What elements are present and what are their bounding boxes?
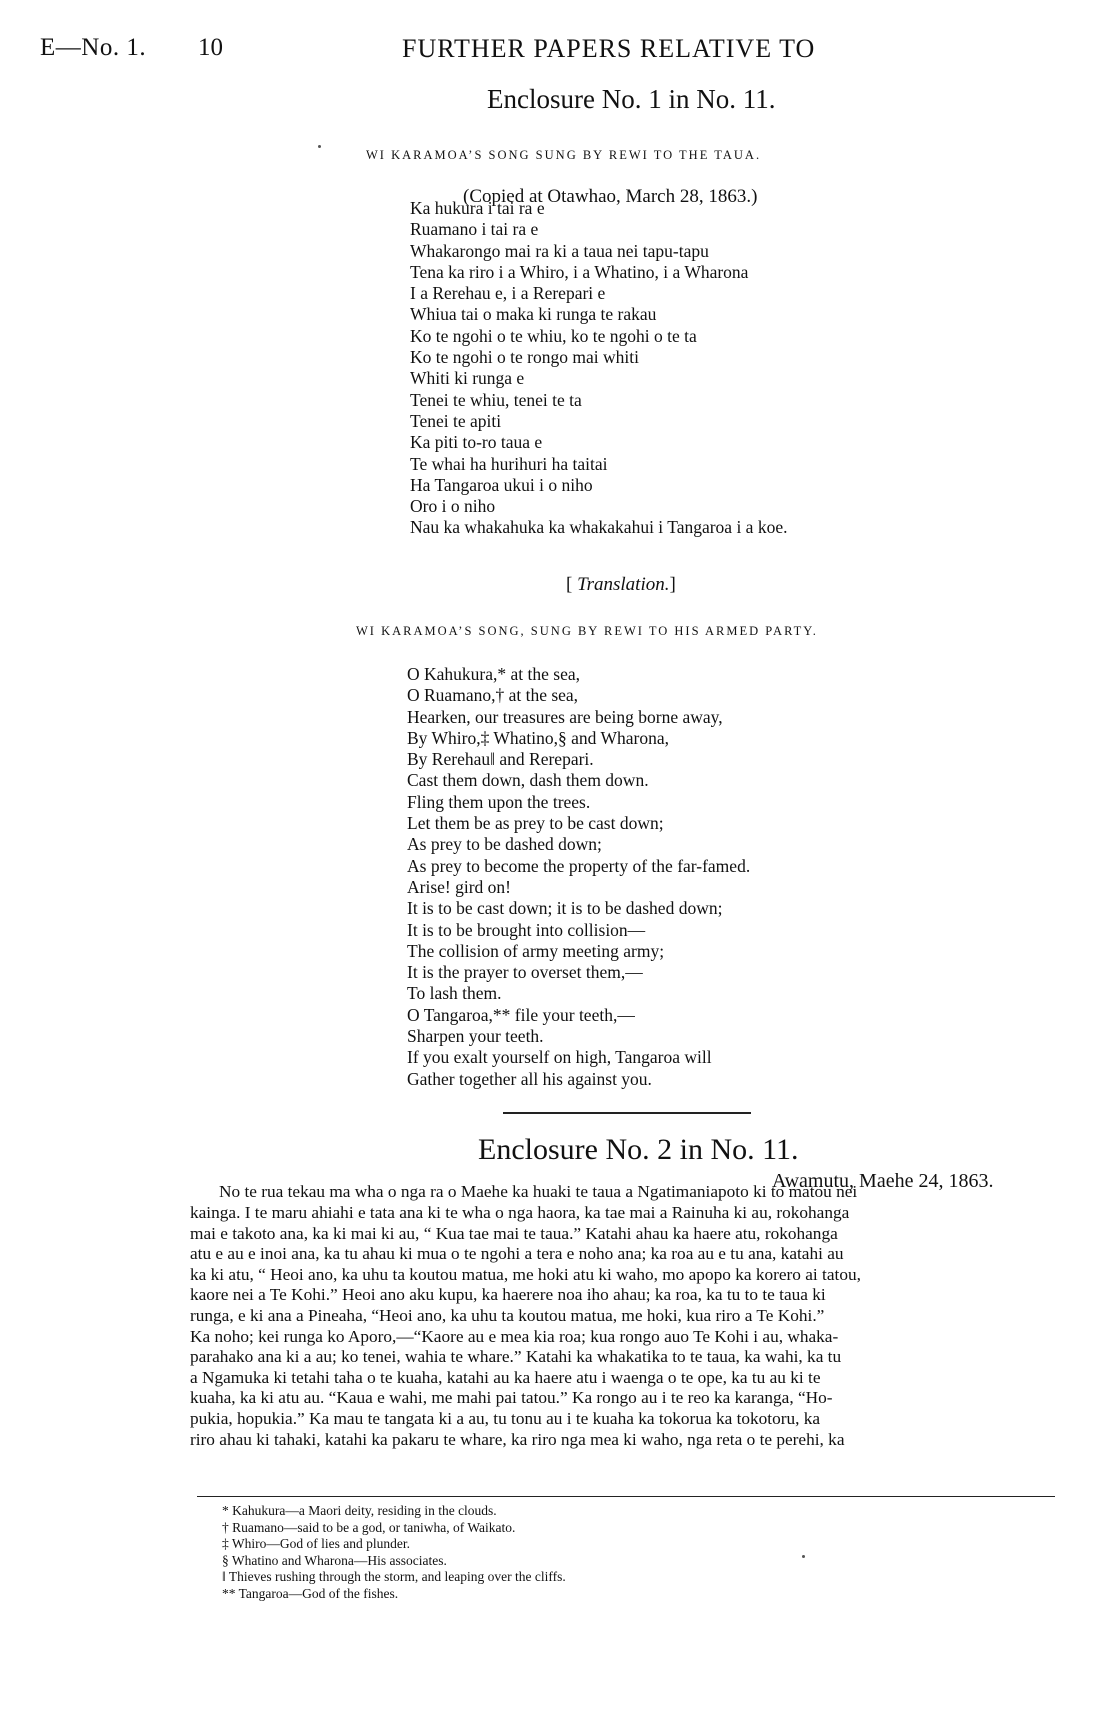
footnote: § Whatino and Wharona—His associates.	[222, 1552, 447, 1568]
verse-line: It is to be brought into collision—	[407, 919, 646, 940]
prose-line: mai e takoto ana, ka ki mai ki au, “ Kua tae mai te taua.” Katahi ahau ka haere atu, rokohanga	[190, 1223, 838, 1243]
prose-line: atu e au e inoi ana, ka tu ahau ki mua o te ngohi a tera e noho ana; ka roa au e tu ana, katahi au	[190, 1244, 844, 1264]
verse-line: O Tangaroa,** file your teeth,—	[407, 1004, 635, 1025]
english-song	[407, 664, 750, 1090]
footnote: ‡ Whiro—God of lies and plunder.	[222, 1536, 410, 1551]
verse-line: Whakarongo mai ra ki a taua nei tapu-tapu	[410, 240, 709, 261]
verse-line: O Ruamano,† at the sea,	[407, 685, 579, 706]
maori-song	[410, 198, 787, 539]
prose-line: kaore nei a Te Kohi.” Heoi ano aku kupu, ka haerere noa iho ahau; ka roa, ka tu to te taua ki	[190, 1285, 826, 1305]
verse-line: To lash them.	[407, 983, 502, 1004]
footnotes	[222, 1503, 566, 1602]
footnote: * Kahukura—a Maori deity, residing in the clouds.	[222, 1503, 497, 1518]
verse-line: By Rerehau‖ and Rerepari.	[407, 749, 594, 770]
prose-line: parahako ana ki a au; ko tenei, wahia te whare.” Katahi ka whakatika to te taua, ka wahi, ka tu	[190, 1347, 842, 1367]
running-title: FURTHER PAPERS RELATIVE TO	[402, 34, 816, 63]
verse-line: Tena ka riro i a Whiro, i a Whatino, i a Wharona	[410, 261, 749, 282]
prose-line: ka ki atu, “ Heoi ano, ka uhu ta koutou matua, me hoki atu ki waho, mo apopo ka korero ai tatou,	[190, 1264, 861, 1284]
letter-first-line	[219, 1182, 857, 1203]
verse-line: Whiua tai o maka ki runga te rakau	[410, 304, 657, 325]
verse-line: It is to be cast down; it is to be dashed down;	[407, 898, 723, 919]
prose-line: No te rua tekau ma wha o nga ra o Maehe ka huaki te taua a Ngatimaniapoto ki to matou nei	[219, 1182, 858, 1201]
letter-body	[190, 1203, 861, 1450]
verse-line: If you exalt yourself on high, Tangaroa will	[407, 1047, 712, 1068]
copied-note: (Copied at Otawhao, March 28, 1863.)	[463, 186, 758, 207]
footnote: ‖ Thieves rushing through the storm, and leaping over the cliffs.	[222, 1569, 566, 1584]
verse-line: It is the prayer to overset them,—	[407, 962, 643, 983]
verse-line: As prey to be dashed down;	[407, 834, 602, 855]
song-heading-maori: WI KARAMOA’S SONG SUNG BY REWI TO THE TAUA.	[366, 148, 762, 162]
verse-line: Tenei te whiu, tenei te ta	[410, 389, 582, 410]
verse-line: Tenei te apiti	[410, 410, 502, 431]
page-number: 10	[198, 34, 223, 61]
song-heading-english: WI KARAMOA’S SONG, SUNG BY REWI TO HIS ARMED PARTY.	[356, 624, 818, 638]
translation-label-text: Translation.	[577, 574, 670, 595]
prose-line: kuaha, ka ki atu au. “Kaua e wahi, me mahi pai tatou.” Ka rongo au i te reo ka karanga, “Ho-	[190, 1388, 833, 1408]
scan-speck	[318, 145, 321, 148]
verse-line: Ka hukura i tai ra e	[410, 198, 545, 218]
verse-line: Whiti ki runga e	[410, 368, 525, 389]
verse-line: Ka piti to-ro taua e	[410, 432, 543, 453]
prose-line: pukia, hopukia.” Ka mau te tangata ki a au, tu tonu au i te kuaha ka tokorua ka tokotoru, ka	[190, 1408, 821, 1428]
prose-line: kainga. I te maru ahiahi e tata ana ki te wha o nga haora, ka tae mai a Rainuha ki au, rokohanga	[190, 1203, 850, 1222]
paper-code: E—No. 1.	[40, 34, 147, 61]
prose-line: runga, e ki ana a Pineaha, “Heoi ano, ka uhu ta koutou matua, me hoki, kua riro a Te Kohi.”	[190, 1305, 825, 1325]
scan-speck	[802, 1555, 805, 1558]
enclosure-2-title: Enclosure No. 2 in No. 11.	[478, 1133, 799, 1166]
prose-line: a Ngamuka ki tetahi taha o te kuaha, katahi au ka haere atu i waenga o te ope, ka tu au ki te	[190, 1367, 821, 1387]
verse-line: Ruamano i tai ra e	[410, 219, 539, 240]
running-header	[40, 30, 1074, 70]
dateline: Awamutu, Maehe 24, 1863.	[772, 1170, 994, 1192]
footnote: ** Tangaroa—God of the fishes.	[222, 1585, 399, 1601]
enclosure-1-title: Enclosure No. 1 in No. 11.	[487, 84, 776, 114]
translation-label: [ Translation.]	[566, 574, 676, 595]
section-divider	[503, 1112, 751, 1114]
prose-line: Ka noho; kei runga ko Aporo,—“Kaore au e mea kia roa; kua rongo auo Te Kohi i au, whaka-	[190, 1326, 839, 1346]
verse-line: Let them be as prey to be cast down;	[407, 813, 664, 834]
verse-line: Oro i o niho	[410, 496, 496, 517]
verse-line: The collision of army meeting army;	[407, 940, 665, 961]
verse-line: Fling them upon the trees.	[407, 791, 591, 812]
verse-line: I a Rerehau e, i a Rerepari e	[410, 283, 606, 304]
verse-line: As prey to become the property of the far-famed.	[407, 855, 751, 876]
footnote-rule	[197, 1496, 1055, 1497]
prose-line: riro ahau ki tahaki, katahi ka pakaru te whare, ka riro nga mea ki waho, nga reta o te perehi, ka	[190, 1429, 845, 1449]
verse-line: Cast them down, dash them down.	[407, 770, 649, 791]
verse-line: By Whiro,‡ Whatino,§ and Wharona,	[407, 727, 669, 748]
verse-line: O Kahukura,* at the sea,	[407, 664, 580, 684]
verse-line: Gather together all his against you.	[407, 1068, 652, 1089]
verse-line: Arise! gird on!	[407, 876, 512, 897]
verse-line: Ko te ngohi o te rongo mai whiti	[410, 347, 639, 368]
verse-line: Te whai ha hurihuri ha taitai	[410, 453, 608, 474]
verse-line: Nau ka whakahuka ka whakakahui i Tangaroa i a koe.	[410, 517, 788, 538]
footnote: † Ruamano—said to be a god, or taniwha, of Waikato.	[222, 1519, 516, 1535]
verse-line: Sharpen your teeth.	[407, 1026, 544, 1047]
verse-line: Ha Tangaroa ukui i o niho	[410, 474, 593, 495]
verse-line: Ko te ngohi o te whiu, ko te ngohi o te ta	[410, 325, 697, 346]
verse-line: Hearken, our treasures are being borne away,	[407, 706, 723, 727]
